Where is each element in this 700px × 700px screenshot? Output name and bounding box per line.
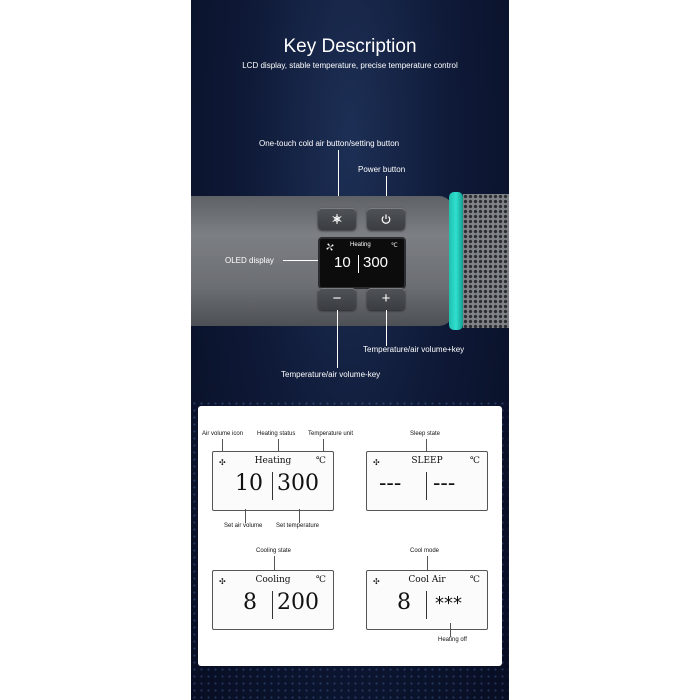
sleep-lcd-divider bbox=[426, 472, 427, 500]
air-icon-label: Air volume icon bbox=[202, 431, 244, 437]
cooling-caption: Cooling state bbox=[256, 548, 292, 554]
snowflake-icon bbox=[331, 213, 343, 225]
sleep-lcd-temp: --- bbox=[433, 471, 456, 496]
minus-leader-line bbox=[337, 310, 338, 368]
set-temp-leader bbox=[299, 509, 300, 523]
set-temp-label: Set temperature bbox=[276, 523, 320, 529]
screen-unit: ℃ bbox=[391, 243, 398, 249]
oled-display-callout: OLED display bbox=[225, 256, 274, 265]
screen-temperature: 300 bbox=[363, 254, 389, 271]
power-button-callout: Power button bbox=[358, 165, 406, 174]
sleep-lcd-unit: ℃ bbox=[469, 456, 480, 466]
sleep-caption: Sleep state bbox=[410, 431, 441, 437]
heating-lcd-air: 10 bbox=[235, 471, 263, 496]
cooling-lcd-unit: ℃ bbox=[315, 575, 326, 585]
cooling-lcd-air: 8 bbox=[243, 590, 257, 615]
cool-mode-lcd-unit: ℃ bbox=[469, 575, 480, 585]
heating-lcd-unit: ℃ bbox=[315, 456, 326, 466]
heating-lcd-status: Heating bbox=[254, 456, 292, 466]
temp-unit-label: Temperature unit bbox=[308, 431, 354, 437]
sleep-leader bbox=[426, 439, 427, 451]
fan-icon: ✣ bbox=[373, 458, 380, 467]
heating-lcd-divider bbox=[272, 472, 273, 500]
fan-icon bbox=[326, 243, 334, 251]
plus-button[interactable]: + bbox=[367, 288, 405, 310]
cooling-lcd-temp: 200 bbox=[277, 590, 319, 615]
cool-mode-lcd-temp: *** bbox=[435, 593, 462, 614]
sleep-lcd-air: --- bbox=[379, 471, 402, 496]
screen-divider bbox=[358, 255, 359, 273]
fan-icon: ✣ bbox=[219, 458, 226, 467]
cool-mode-lcd-air: 8 bbox=[397, 590, 411, 615]
sleep-lcd-status: SLEEP bbox=[411, 456, 443, 466]
cold-air-button-callout: One-touch cold air button/setting button bbox=[259, 139, 400, 148]
heating-off-leader bbox=[450, 623, 451, 637]
set-air-label: Set air volume bbox=[224, 523, 263, 529]
sleep-lcd bbox=[366, 451, 488, 511]
cooling-lcd-status: Cooling bbox=[255, 575, 291, 585]
oled-display bbox=[318, 237, 406, 289]
accent-ring bbox=[449, 192, 463, 330]
power-button[interactable] bbox=[367, 208, 405, 230]
cold-air-button[interactable] bbox=[318, 208, 356, 230]
screen-status: Heating bbox=[350, 242, 371, 248]
fan-icon: ✣ bbox=[373, 577, 380, 586]
plus-leader-line bbox=[386, 310, 387, 346]
mesh-grille bbox=[463, 194, 509, 328]
heating-lcd-temp: 300 bbox=[277, 471, 319, 496]
cool-mode-lcd-status: Cool Air bbox=[408, 575, 446, 585]
set-air-leader bbox=[245, 509, 246, 523]
page-subtitle: LCD display, stable temperature, precise temperature control bbox=[242, 61, 458, 70]
cool-mode-caption: Cool mode bbox=[410, 548, 440, 554]
screen-air-volume: 10 bbox=[334, 254, 351, 271]
cool-mode-lcd-divider bbox=[426, 591, 427, 619]
minus-key-callout: Temperature/air volume-key bbox=[281, 370, 381, 379]
state-diagram-card bbox=[198, 406, 502, 666]
heating-status-label: Heating status bbox=[257, 431, 296, 437]
fan-icon: ✣ bbox=[219, 577, 226, 586]
plus-key-callout: Temperature/air volume+key bbox=[363, 345, 465, 354]
heating-off-note: Heating off bbox=[438, 637, 467, 643]
power-icon bbox=[380, 213, 392, 225]
minus-button[interactable]: − bbox=[318, 288, 356, 310]
cool-mode-leader bbox=[427, 556, 428, 570]
cool-mode-lcd bbox=[366, 570, 488, 630]
page-title: Key Description bbox=[283, 36, 417, 57]
heating-lcd bbox=[212, 451, 334, 511]
cooling-leader bbox=[274, 556, 275, 570]
oled-leader-line bbox=[283, 260, 318, 261]
cooling-lcd-divider bbox=[272, 591, 273, 619]
cooling-lcd bbox=[212, 570, 334, 630]
